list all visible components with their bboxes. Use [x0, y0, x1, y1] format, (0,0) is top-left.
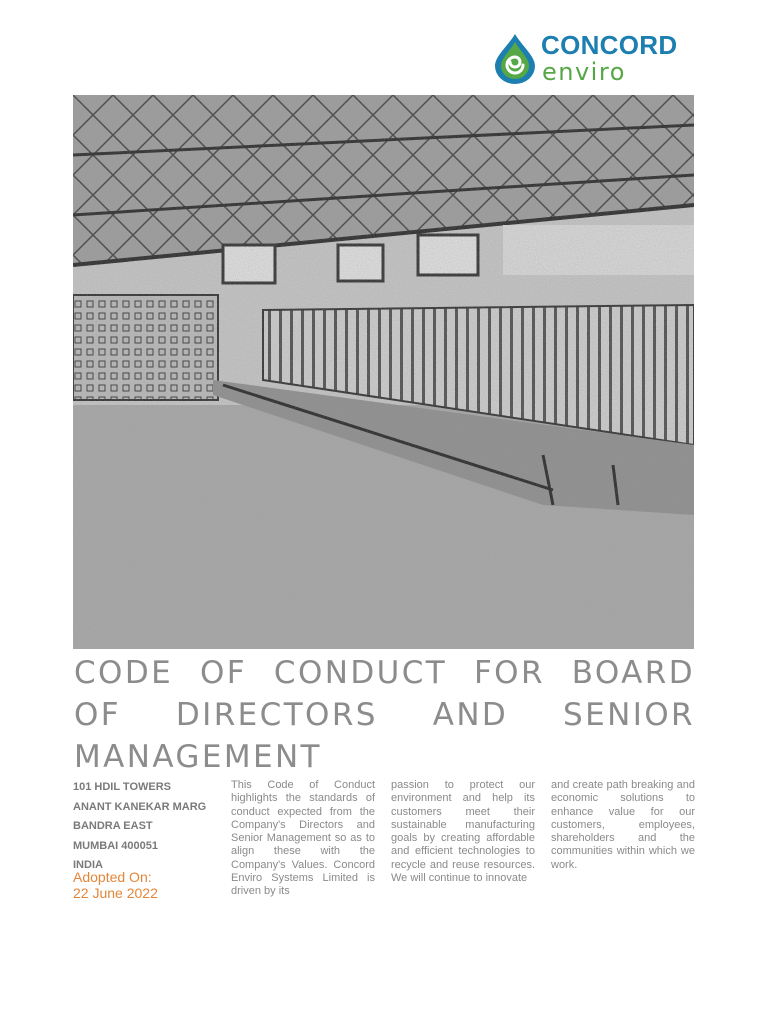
adoption-info [73, 869, 158, 901]
brand-name-concord: CONCORD [541, 30, 678, 60]
industrial-plant-photo [73, 95, 694, 649]
droplet-swirl-logo-icon [492, 32, 538, 84]
company-address [73, 778, 223, 876]
address-line: MUMBAI 400051 [73, 839, 158, 852]
brand-name-enviro: enviro [542, 58, 626, 86]
intro-text-column-3: and create path breaking and economic solutions to enhance value for our customers, employees, shareholders and the communities within which we work. [551, 779, 695, 871]
address-line: INDIA [73, 859, 103, 871]
intro-text-column-2: passion to protect our environment and help its customers meet their sustainable manufacturing goals by creating affordable and efficient technologies to recycle and reuse resources. We will continue to innovate [391, 779, 535, 885]
company-logo [492, 30, 702, 86]
adopted-label: Adopted On: [73, 869, 152, 885]
intro-text-column-1: This Code of Conduct highlights the standards of conduct expected from the Company's Directors and Senior Management so as to align these with the Company's Values. Concord Enviro Systems Limited is driven by its [231, 779, 375, 898]
adopted-date: 22 June 2022 [73, 885, 158, 901]
address-line: BANDRA EAST [73, 820, 153, 832]
address-line: 101 HDIL TOWERS [73, 781, 172, 793]
address-line: ANANT KANEKAR MARG [73, 800, 207, 813]
document-title: CODE OF CONDUCT FOR BOARD OF DIRECTORS AND SENIOR MANAGEMENT [74, 655, 695, 775]
